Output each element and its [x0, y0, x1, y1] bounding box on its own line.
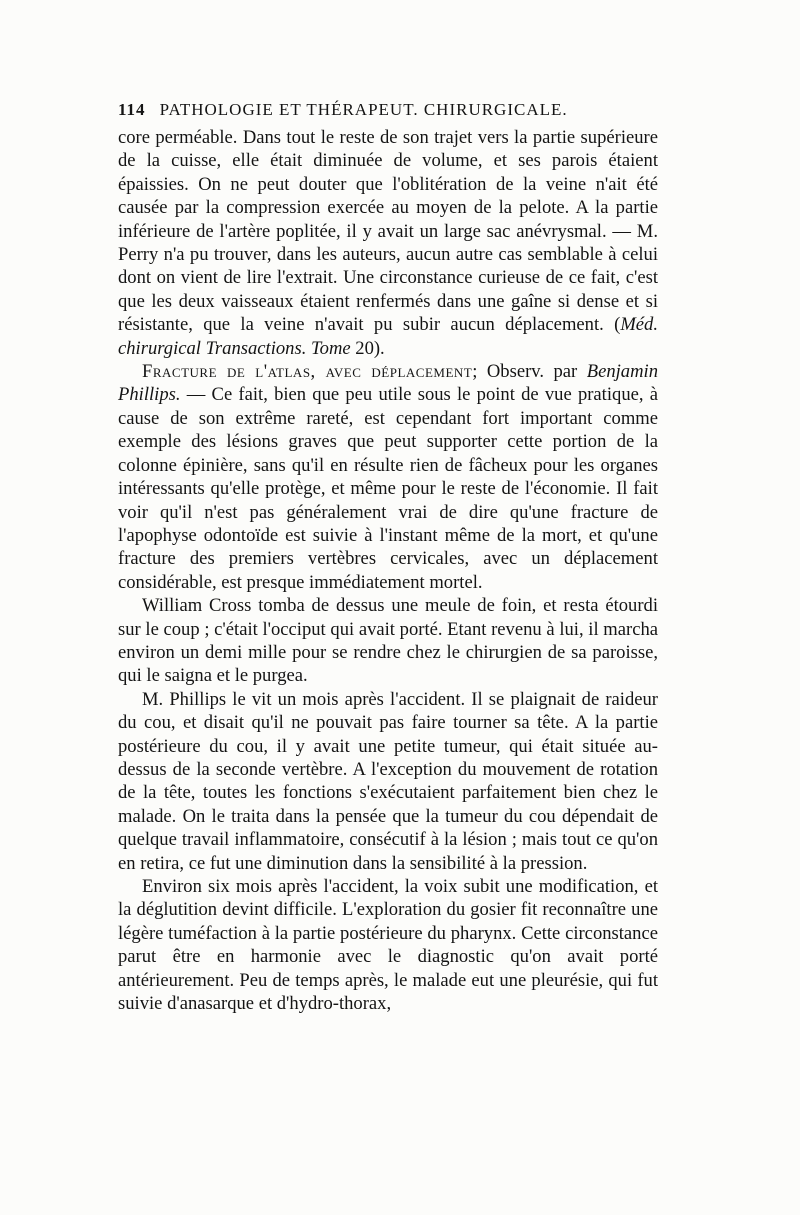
- paragraph-six-months: Environ six mois après l'accident, la voix subit une modification, et la déglutition devint difficile. L'exploration du gosier fit reconnaître une légère tuméfaction à la partie postérieure du pharynx. Cette circonstance parut être en harmonie avec le diagnostic qu'on avait porté antérieurement. Peu de temps après, le malade eut une pleurésie, qui fut suivie d'anasarque et d'hydro-thorax,: [118, 876, 658, 1015]
- paragraph-aneurysm-end: core perméable. Dans tout le reste de son trajet vers la partie supérieure de la cuisse, elle était diminuée de volume, et ses parois étaient épaissies. On ne peut douter que l'oblitération de la veine n'ait été causée par la compression exercée au moyen de la pelote. A la partie inférieure de l'artère poplitée, il y avait un large sac anévrysmal. — M. Perry n'a pu trouver, dans les auteurs, aucun autre cas semblable à celui dont on vient de lire l'extrait. Une circonstance curieuse de ce fait, c'est que les deux vaisseaux étaient renfermés dans une gaîne si dense et si résistante, que la veine n'avait pu subir aucun déplacement. (Méd. chirurgical Transactions. Tome 20).: [118, 127, 658, 359]
- section-heading: Fracture de l'atlas, avec déplacement: [142, 361, 473, 383]
- author-name: Benjamin Phillips.: [118, 361, 658, 406]
- running-header: [118, 98, 638, 122]
- page-number: 114: [118, 100, 146, 119]
- paragraph-phillips-exam: M. Phillips le vit un mois après l'accident. Il se plaignait de raideur du cou, et disait qu'il ne pouvait pas faire tourner sa tête. A la partie postérieure du cou, il y avait une petite tumeur, qui était située au-dessus de la seconde vertèbre. A l'exception du mouvement de rotation de la tête, toutes les fonctions s'exécutaient parfaitement bien chez le malade. On le traita dans la pensée que la tumeur du cou dépendait de quelque travail inflammatoire, consécutif à la lésion ; mais tout ce qu'on en retira, ce fut une diminution dans la sensibilité à la pression.: [118, 688, 658, 874]
- paragraph-atlas-fracture: Fracture de l'atlas, avec déplacement; Observ. par Benjamin Phillips. — Ce fait, bien que peu utile sous le point de vue pratique, à cause de son extrême rareté, est cependant fort important comme exemple des lésions graves que peut supporter cette portion de la colonne épinière, sans qu'il en résulte rien de fâcheux pour les organes intéressants qu'elle protège, et même pour le reste de l'économie. Il fait voir qu'il n'est pas généralement vrai de dire qu'une fracture de l'apophyse odontoïde est suivie à l'instant même de la mort, et qu'une fracture des premiers vertèbres cervicales, avec un déplacement considérable, est presque immédiatement mortel.: [118, 361, 658, 593]
- paragraph-william-cross: William Cross tomba de dessus une meule de foin, et resta étourdi sur le coup ; c'était l'occiput qui avait porté. Etant revenu à lui, il marcha environ un demi mille pour se rendre chez le chirurgien de sa paroisse, qui le saigna et le purgea.: [118, 595, 658, 687]
- running-title: PATHOLOGIE ET THÉRAPEUT. CHIRURGICALE.: [159, 100, 568, 119]
- body-text: [118, 126, 658, 1015]
- citation: Méd. chirurgical Transactions. Tome: [118, 314, 658, 359]
